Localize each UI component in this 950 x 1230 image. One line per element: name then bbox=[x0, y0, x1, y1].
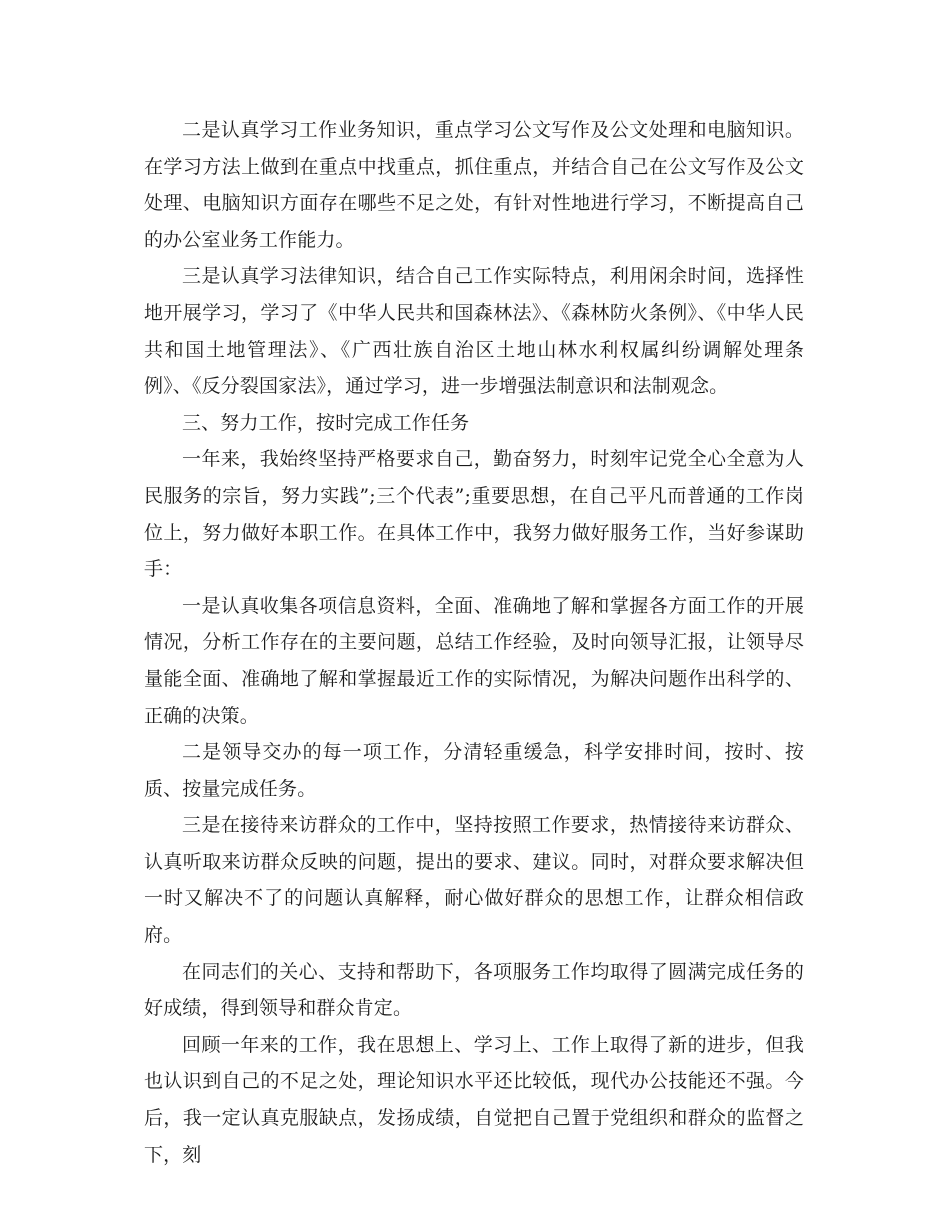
paragraph-study-business: 二是认真学习工作业务知识，重点学习公文写作及公文处理和电脑知识。在学习方法上做到在重点中找重点，抓住重点，并结合自己在公文写作及公文处理、电脑知识方面存在哪些不足之处，有针对性地进行学习，不断提高自己的办公室业务工作能力。 bbox=[144, 119, 804, 251]
paragraph-review: 回顾一年来的工作，我在思想上、学习上、工作上取得了新的进步，但我也认识到自己的不足之处，理论知识水平还比较低，现代办公技能还不强。今后，我一定认真克服缺点，发扬成绩，自觉把自己置于党组织和群众的监督之下，刻 bbox=[144, 1033, 804, 1166]
paragraph-assigned-tasks: 二是领导交办的每一项工作，分清轻重缓急，科学安排时间，按时、按质、按量完成任务。 bbox=[144, 741, 804, 800]
paragraph-reception: 三是在接待来访群众的工作中，坚持按照工作要求，热情接待来访群众、认真听取来访群众反映的问题，提出的要求、建议。同时，对群众要求解决但一时又解决不了的问题认真解释，耐心做好群众的思想工作，让群众相信政府。 bbox=[144, 814, 804, 947]
paragraph-work-intro: 一年来，我始终坚持严格要求自己，勤奋努力，时刻牢记党全心全意为人民服务的宗旨，努力实践”;三个代表”;重要思想，在自己平凡而普通的工作岗位上，努力做好本职工作。在具体工作中，我努力做好服务工作，当好参谋助手： bbox=[144, 448, 804, 581]
paragraph-achievements: 在同志们的关心、支持和帮助下，各项服务工作均取得了圆满完成任务的好成绩，得到领导和群众肯定。 bbox=[144, 960, 804, 1020]
document-body bbox=[144, 112, 804, 1173]
paragraph-collect-info: 一是认真收集各项信息资料，全面、准确地了解和掌握各方面工作的开展情况，分析工作存在的主要问题，总结工作经验，及时向领导汇报，让领导尽量能全面、准确地了解和掌握最近工作的实际情况，为解决问题作出科学的、正确的决策。 bbox=[144, 594, 804, 727]
paragraph-study-law: 三是认真学习法律知识，结合自己工作实际特点，利用闲余时间，选择性地开展学习，学习了《中华人民共和国森林法》、《森林防火条例》、《中华人民共和国土地管理法》、《广西壮族自治区土地山林水利权属纠纷调解处理条例》、《反分裂国家法》，通过学习，进一步增强法制意识和法制观念。 bbox=[144, 265, 804, 398]
section-heading-work: 三、努力工作，按时完成工作任务 bbox=[182, 411, 470, 434]
